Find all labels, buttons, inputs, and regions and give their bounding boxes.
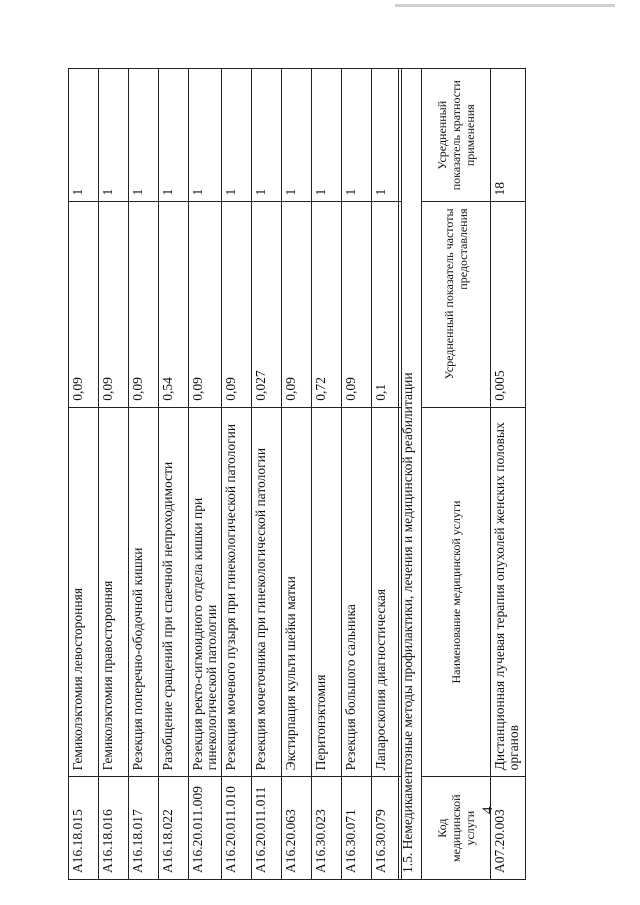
table-row [222,69,252,880]
cell-multiplicity: 1 [69,69,99,202]
cell-code: A16.20.011.011 [252,777,282,880]
cell-multiplicity: 1 [99,69,129,202]
header-multiplicity: Усредненный показатель кратности применения [422,69,491,202]
cell-frequency: 0,09 [282,202,312,407]
cell-frequency: 0,54 [159,202,189,407]
cell-multiplicity: 1 [372,69,402,202]
cell-name: Гемиколэктомия левосторонняя [69,407,99,777]
cell-frequency: 0,09 [69,202,99,407]
table-row [99,69,129,880]
cell-name: Резекция мочеточника при гинекологической патологии [252,407,282,777]
page-number: 4 [480,806,496,814]
table-row [159,69,189,880]
cell-frequency: 0,72 [312,202,342,407]
cell-frequency: 0,027 [252,202,282,407]
cell-code: A16.18.015 [69,777,99,880]
cell-code: A16.30.071 [342,777,372,880]
cell-name: Резекция ректо-сигмоидного отдела кишки при гинекологической патологии [189,407,222,777]
cell-code: A16.20.063 [282,777,312,880]
header-code: Код медицинской услуги [422,777,491,880]
scan-edge-mark [395,4,615,7]
table-row [189,69,222,880]
table-row [252,69,282,880]
cell-multiplicity: 18 [491,69,526,202]
cell-multiplicity: 1 [342,69,372,202]
cell-name: Резекция большого сальника [342,407,372,777]
cell-code: A07.20.003 [491,777,526,880]
cell-frequency: 0,005 [491,202,526,407]
cell-name: Резекция мочевого пузыря при гинекологической патологии [222,407,252,777]
cell-frequency: 0,09 [189,202,222,407]
cell-code: A16.30.079 [372,777,402,880]
cell-code: A16.20.011.010 [222,777,252,880]
table-row [491,69,526,880]
cell-name: Гемиколэктомия правосторонняя [99,407,129,777]
cell-code: A16.18.022 [159,777,189,880]
cell-frequency: 0,09 [99,202,129,407]
cell-code: A16.30.023 [312,777,342,880]
table-row [342,69,372,880]
table-row [312,69,342,880]
cell-multiplicity: 1 [312,69,342,202]
cell-frequency: 0,09 [129,202,159,407]
header-name: Наименование медицинской услуги [422,407,491,777]
cell-multiplicity: 1 [129,69,159,202]
cell-name: Дистанционная лучевая терапия опухолей женских половых органов [491,407,526,777]
cell-multiplicity: 1 [282,69,312,202]
services-table-body [69,69,402,880]
services-table [68,68,402,880]
cell-name: Разобщение сращений при спаечной непроходимости [159,407,189,777]
cell-multiplicity: 1 [222,69,252,202]
cell-name: Резекция поперечно-ободочной кишки [129,407,159,777]
cell-frequency: 0,1 [372,202,402,407]
cell-multiplicity: 1 [189,69,222,202]
header-frequency: Усредненный показатель частоты предоставления [422,202,491,407]
rotated-page [40,50,600,880]
table-row [372,69,402,880]
table-row [69,69,99,880]
table-row [129,69,159,880]
cell-multiplicity: 1 [252,69,282,202]
table-row [282,69,312,880]
cell-multiplicity: 1 [159,69,189,202]
cell-code: A16.18.016 [99,777,129,880]
cell-name: Перитонэктомия [312,407,342,777]
cell-code: A16.20.011.009 [189,777,222,880]
cell-name: Экстирпация культи шейки матки [282,407,312,777]
section-title: 1.5. Немедикаментозные методы профилактики, лечения и медицинской реабилитации [399,69,422,880]
cell-name: Лапароскопия диагностическая [372,407,402,777]
cell-code: A16.18.017 [129,777,159,880]
cell-frequency: 0,09 [222,202,252,407]
non-drug-methods-table [398,68,526,880]
cell-frequency: 0,09 [342,202,372,407]
